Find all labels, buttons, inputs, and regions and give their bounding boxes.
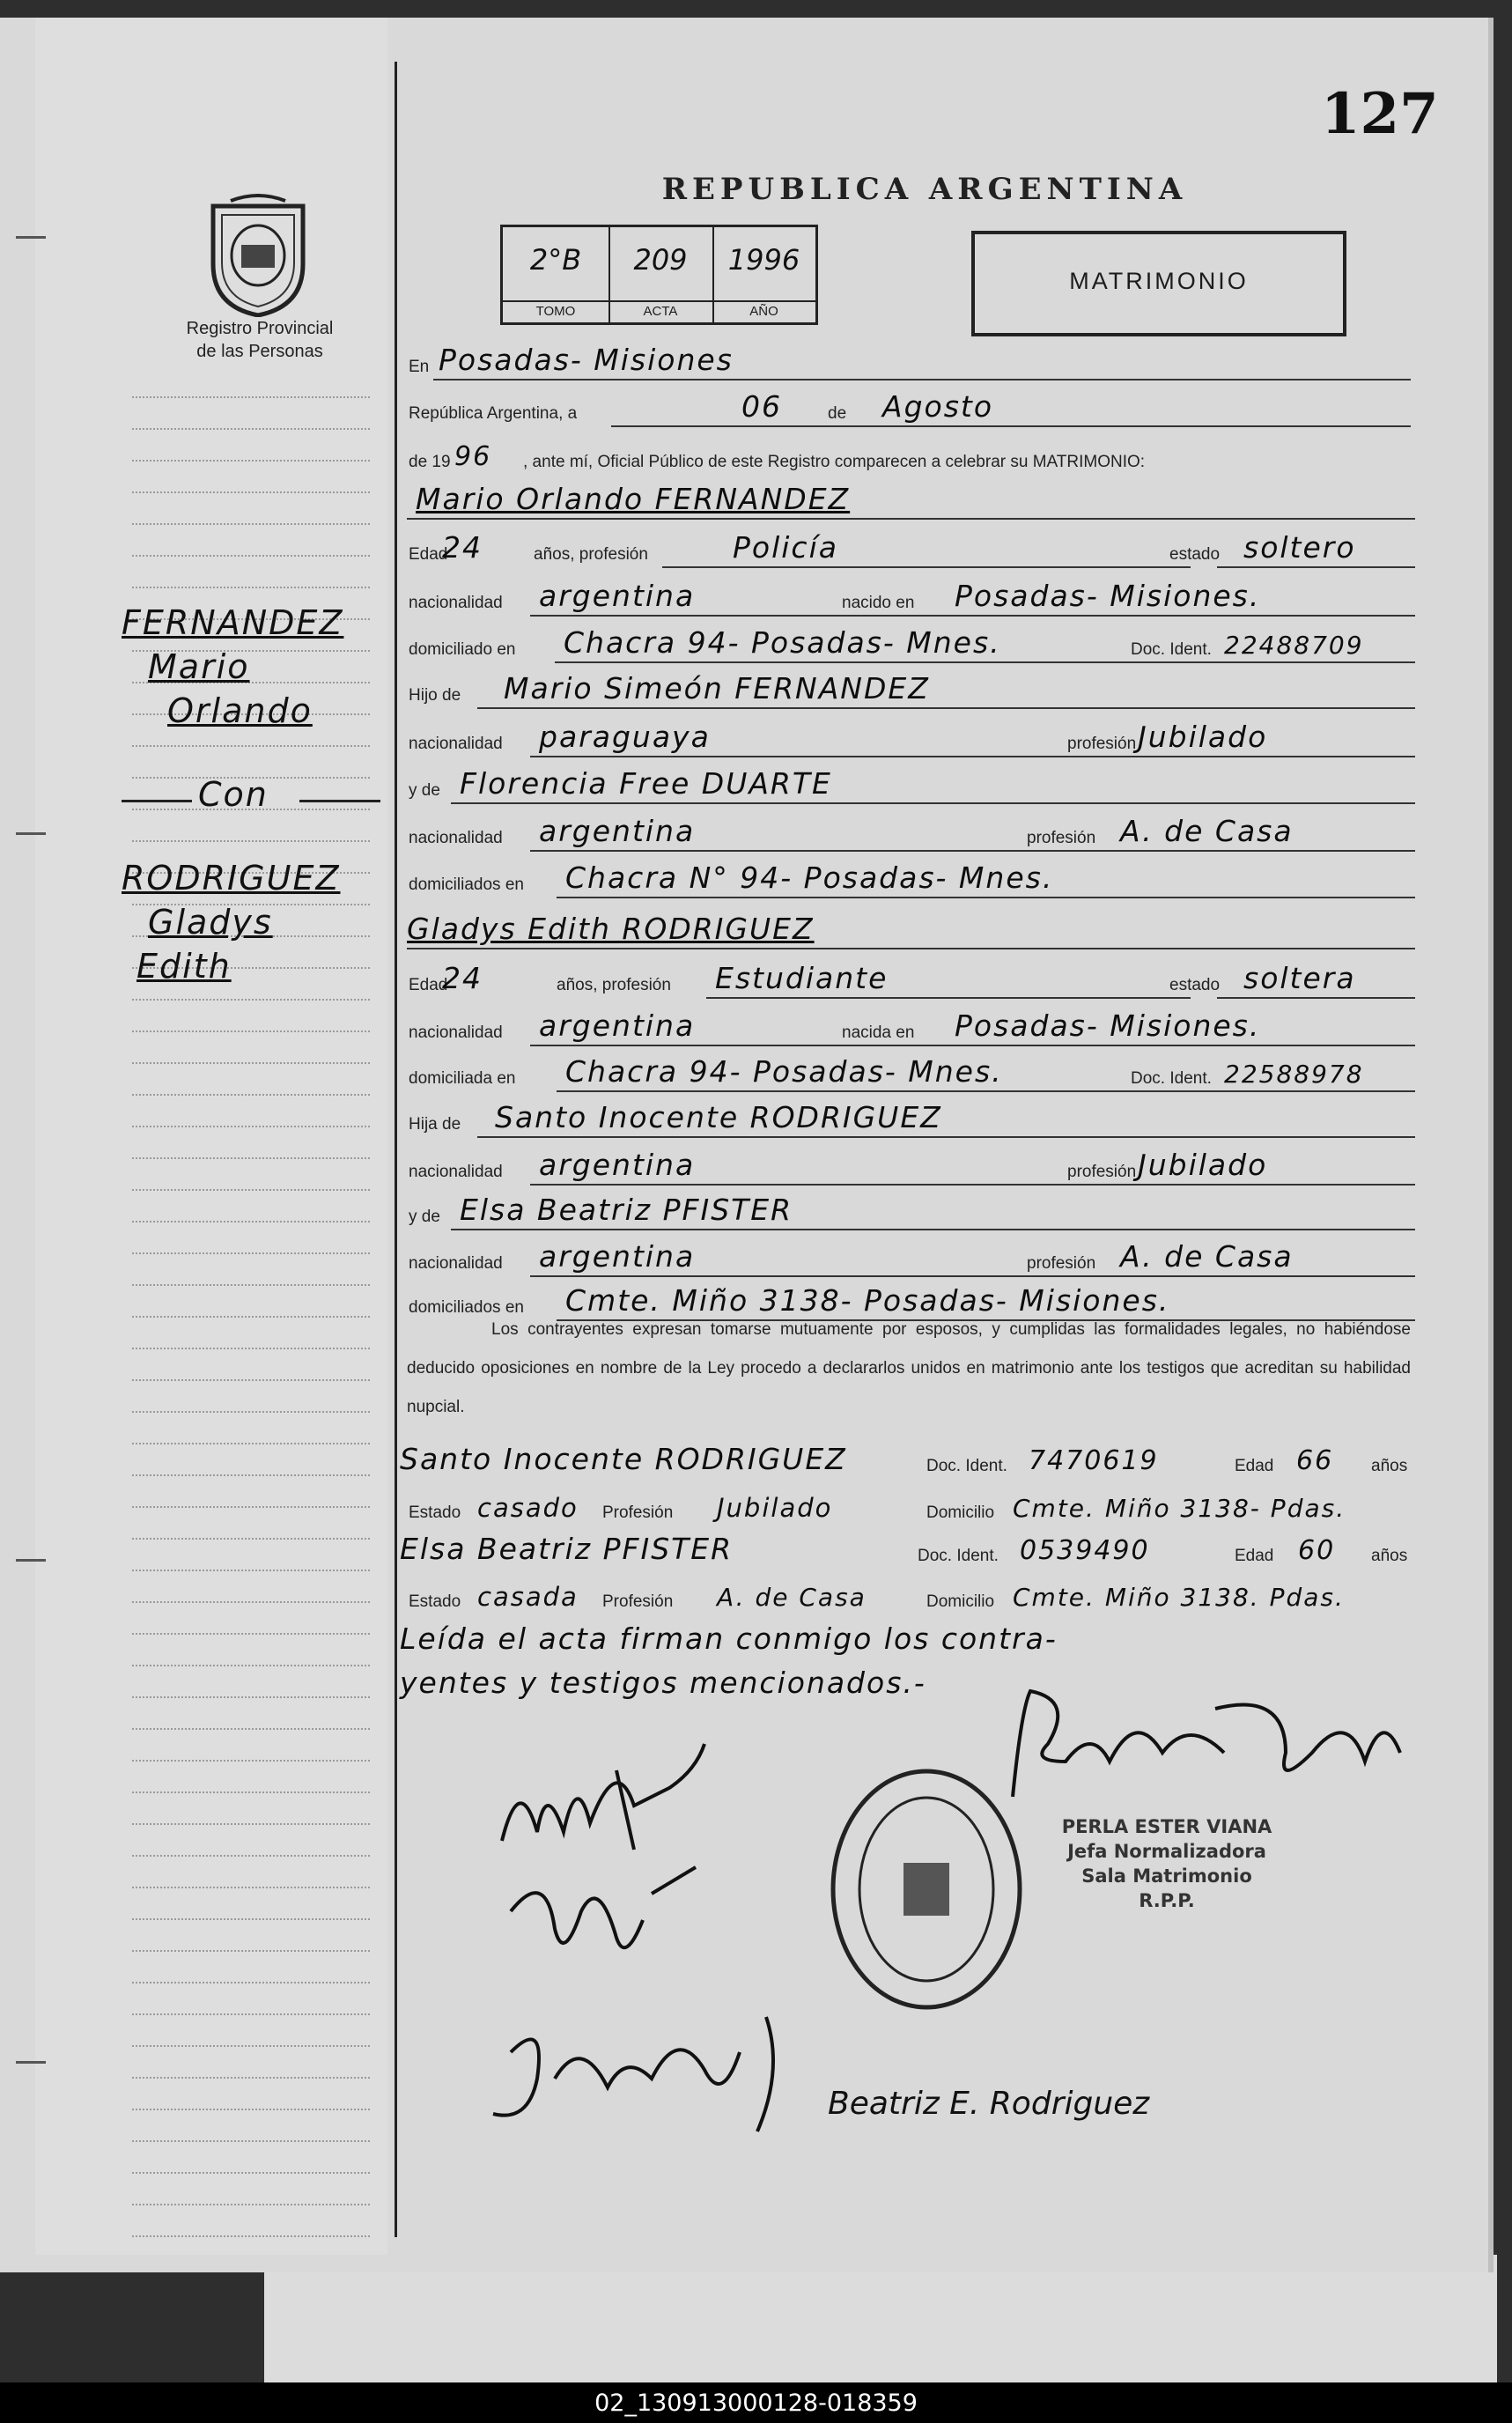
binder-hole	[16, 2061, 46, 2064]
row-witness2-b	[407, 1571, 1415, 1617]
margin-ruled-line	[132, 1126, 370, 1127]
margin-ruled-line	[132, 491, 370, 493]
margin-ruled-line	[132, 1062, 370, 1064]
label-domicilio: domiciliado en	[409, 640, 516, 659]
bride-nacionalidad: argentina	[539, 1008, 696, 1043]
margin-ruled-line	[132, 1887, 370, 1888]
groom-padre: Mario Simeón FERNANDEZ	[504, 671, 930, 705]
margin-surname-bride: RODRIGUEZ	[122, 859, 341, 898]
label-anos-profesion: años, profesión	[534, 545, 648, 564]
acta-value: 209	[633, 243, 688, 277]
row-bride-padre-nac	[407, 1141, 1415, 1187]
label-estado: estado	[1169, 545, 1221, 564]
record-number-box	[500, 225, 818, 325]
margin-ruled-line	[132, 460, 370, 462]
label-estado: Estado	[409, 1592, 461, 1611]
row-bride-edad	[407, 955, 1415, 1001]
groom-nacido: Posadas- Misiones.	[955, 579, 1261, 613]
margin-name-bride-1: Gladys	[148, 903, 273, 942]
tomo-value: 2°B	[529, 243, 582, 277]
margin-ruled-line	[132, 1157, 370, 1159]
page-number: 127	[1321, 81, 1439, 147]
witness1-name: Santo Inocente RODRIGUEZ	[400, 1442, 847, 1476]
row-bride-name	[407, 905, 1415, 951]
groom-doc: 22488709	[1224, 631, 1364, 660]
acta-label: ACTA	[608, 300, 712, 319]
binder-hole	[16, 1559, 46, 1562]
margin-dash	[122, 800, 192, 802]
witness1-estado: casado	[477, 1493, 579, 1523]
field-line	[1217, 566, 1415, 568]
margin-ruled-line	[132, 1918, 370, 1920]
groom-padres-domicilio: Chacra N° 94- Posadas- Mnes.	[565, 861, 1054, 895]
margin-con: Con	[198, 775, 269, 814]
margin-ruled-line	[132, 1221, 370, 1223]
acta-cell	[608, 227, 714, 322]
label-nacionalidad: nacionalidad	[409, 594, 503, 612]
margin-name-groom-2: Orlando	[167, 691, 313, 730]
label-en: En	[409, 358, 430, 376]
footer-bar	[0, 2382, 1512, 2423]
label-republica: República Argentina, a	[409, 404, 578, 423]
official-title-2: Sala Matrimonio	[1081, 1865, 1252, 1887]
bride-madre: Elsa Beatriz PFISTER	[460, 1193, 793, 1227]
label-doc: Doc. Ident.	[1131, 1069, 1212, 1088]
margin-ruled-line	[132, 2235, 370, 2237]
bride-padre: Santo Inocente RODRIGUEZ	[495, 1100, 942, 1134]
row-republica	[407, 383, 1415, 429]
label-profesion: Profesión	[602, 1503, 674, 1522]
bride-domicilio: Chacra 94- Posadas- Mnes.	[565, 1054, 1003, 1089]
groom-domicilio: Chacra 94- Posadas- Mnes.	[564, 625, 1001, 660]
margin-ruled-line	[132, 1855, 370, 1857]
label-profesion: profesión	[1027, 1254, 1096, 1273]
label-profesion: profesión	[1027, 829, 1096, 847]
official-stamp-block	[1022, 1814, 1312, 1913]
row-groom-padre-nac	[407, 713, 1415, 759]
label-profesion: Profesión	[602, 1592, 674, 1611]
document-page	[0, 18, 1488, 2272]
witness2-edad: 60	[1298, 1535, 1336, 1566]
binder-hole	[16, 236, 46, 239]
margin-ruled-line	[132, 2204, 370, 2205]
label-anos: años	[1371, 1547, 1408, 1565]
field-line	[530, 850, 1415, 852]
tomo-label: TOMO	[503, 300, 608, 319]
margin-ruled-line	[132, 1728, 370, 1730]
signature-groom-icon	[493, 1735, 722, 2026]
margin-ruled-line	[132, 1538, 370, 1540]
row-bride-nacionalidad	[407, 1002, 1415, 1048]
bride-profesion: Estudiante	[715, 961, 889, 995]
label-nacida: nacida en	[842, 1023, 915, 1042]
label-y-de: y de	[409, 1208, 440, 1226]
label-profesion: profesión	[1067, 735, 1137, 753]
margin-ruled-line	[132, 1760, 370, 1762]
field-line	[557, 1090, 1415, 1092]
groom-padre-nacionalidad: paraguaya	[539, 720, 711, 754]
field-line	[555, 661, 1415, 663]
field-line	[530, 756, 1415, 757]
field-line	[557, 897, 1415, 898]
margin-ruled-line	[132, 1443, 370, 1444]
label-anos-profesion: años, profesión	[557, 976, 671, 994]
margin-ruled-line	[132, 999, 370, 1001]
groom-madre: Florencia Free DUARTE	[460, 766, 832, 801]
margin-ruled-line	[132, 2077, 370, 2079]
label-edad: Edad	[1235, 1547, 1274, 1565]
label-doc: Doc. Ident.	[1131, 640, 1212, 659]
margin-ruled-line	[132, 1252, 370, 1254]
groom-estado: soltero	[1243, 530, 1356, 565]
groom-madre-nacionalidad: argentina	[539, 814, 696, 848]
margin-ruled-line	[132, 1633, 370, 1635]
row-en	[407, 336, 1415, 382]
bride-padres-domicilio: Cmte. Miño 3138- Posadas- Misiones.	[565, 1283, 1170, 1318]
margin-ruled-line	[132, 1601, 370, 1603]
groom-nacionalidad: argentina	[539, 579, 696, 613]
margin-name-groom-1: Mario	[148, 647, 250, 686]
label-domiciliados: domiciliados en	[409, 1298, 524, 1317]
field-line	[662, 566, 1191, 568]
label-edad: Edad	[409, 976, 448, 994]
margin-ruled-line	[132, 1284, 370, 1286]
bride-edad: 24	[442, 961, 483, 995]
value-en: Posadas- Misiones	[439, 343, 734, 377]
bride-nacida: Posadas- Misiones.	[955, 1008, 1261, 1043]
bride-madre-profesion: A. de Casa	[1120, 1239, 1294, 1274]
margin-ruled-line	[132, 523, 370, 525]
margin-ruled-line	[132, 1506, 370, 1508]
row-groom-padre	[407, 665, 1415, 711]
field-line	[477, 707, 1415, 709]
margin-ruled-line	[132, 1474, 370, 1476]
margin-ruled-line	[132, 1031, 370, 1032]
bride-estado: soltera	[1243, 961, 1356, 995]
label-estado: estado	[1169, 976, 1221, 994]
row-groom-edad	[407, 524, 1415, 570]
row-bride-madre	[407, 1186, 1415, 1232]
bride-doc: 22588978	[1224, 1060, 1364, 1089]
label-domiciliados: domiciliados en	[409, 875, 524, 894]
label-hijo: Hijo de	[409, 686, 461, 705]
label-anos: años	[1371, 1457, 1408, 1475]
row-groom-domicilio	[407, 619, 1415, 665]
field-line	[451, 1229, 1415, 1230]
margin-ruled-line	[132, 428, 370, 430]
ano-label: AÑO	[712, 300, 815, 319]
label-nacionalidad: nacionalidad	[409, 1254, 503, 1273]
witness2-doc: 0539490	[1020, 1535, 1150, 1566]
label-doc: Doc. Ident.	[918, 1547, 999, 1565]
label-de-19: de 19	[409, 453, 451, 471]
row-groom-madre	[407, 760, 1415, 806]
groom-name: Mario Orlando FERNANDEZ	[416, 482, 851, 516]
margin-ruled-line	[132, 1982, 370, 1983]
label-domicilio: Domicilio	[926, 1592, 995, 1611]
legal-paragraph: Los contrayentes expresan tomarse mutuamente por esposos, y cumplidas las formalidades legales, no habiéndose deducido oposiciones en nombre de la Ley procedo a declararlos unidos en matrimonio ante los testigos que acreditan su habilidad nupcial.	[407, 1320, 1411, 1416]
row-groom-padres-dom	[407, 854, 1415, 900]
provincial-seal-icon	[204, 194, 312, 317]
row-witness2	[400, 1525, 1415, 1571]
bride-padre-profesion: Jubilado	[1138, 1148, 1268, 1182]
registro-line1: Registro Provincial	[186, 319, 334, 338]
witness2-name: Elsa Beatriz PFISTER	[400, 1532, 734, 1566]
signature-bride-text: Beatriz E. Rodriguez	[828, 2086, 1150, 2122]
margin-ruled-line	[132, 1665, 370, 1666]
value-day: 06	[741, 389, 782, 424]
margin-ruled-line	[132, 2109, 370, 2110]
witness2-estado: casada	[477, 1582, 579, 1612]
field-line	[530, 1045, 1415, 1046]
label-domicilio: Domicilio	[926, 1503, 995, 1522]
field-line	[407, 948, 1415, 949]
row-intro	[407, 432, 1415, 477]
label-edad: Edad	[1235, 1457, 1274, 1475]
image-id-label: 02_130913000128-018359	[594, 2390, 918, 2417]
label-doc: Doc. Ident.	[926, 1457, 1007, 1475]
witness2-profesion: A. de Casa	[717, 1583, 867, 1612]
margin-surname-groom: FERNANDEZ	[122, 603, 344, 642]
margin-divider	[395, 62, 397, 2237]
registro-label	[141, 317, 379, 363]
row-bride-padre	[407, 1094, 1415, 1140]
row-witness1-b	[407, 1482, 1415, 1528]
field-line	[451, 802, 1415, 804]
field-line	[1217, 997, 1415, 999]
underlying-sheet	[264, 2255, 1497, 2387]
registro-line2: de las Personas	[196, 342, 323, 361]
groom-edad: 24	[442, 530, 483, 565]
margin-ruled-line	[132, 2013, 370, 2015]
margin-ruled-line	[132, 1696, 370, 1698]
official-title-3: R.P.P.	[1139, 1890, 1195, 1911]
field-line	[611, 425, 1411, 427]
margin-ruled-line	[132, 1379, 370, 1381]
closing-line-2: yentes y testigos mencionados.-	[400, 1666, 926, 1700]
margin-ruled-line	[132, 2172, 370, 2174]
witness1-profesion: Jubilado	[717, 1493, 833, 1523]
margin-dash	[299, 800, 380, 802]
margin-ruled-line	[132, 1189, 370, 1191]
groom-madre-profesion: A. de Casa	[1120, 814, 1294, 848]
margin-ruled-line	[132, 1570, 370, 1571]
row-groom-nacionalidad	[407, 573, 1415, 618]
ano-value: 1996	[727, 243, 800, 277]
witness1-domicilio: Cmte. Miño 3138- Pdas.	[1013, 1494, 1346, 1523]
bride-padre-nacionalidad: argentina	[539, 1148, 696, 1182]
groom-profesion: Policía	[733, 530, 838, 565]
margin-ruled-line	[132, 1950, 370, 1952]
margin-ruled-line	[132, 2140, 370, 2142]
value-month: Agosto	[882, 389, 994, 424]
label-nacionalidad: nacionalidad	[409, 1023, 503, 1042]
margin-ruled-line	[132, 840, 370, 842]
label-domicilio: domiciliada en	[409, 1069, 516, 1088]
label-edad: Edad	[409, 545, 448, 564]
margin-ruled-line	[132, 555, 370, 557]
row-groom-name	[407, 476, 1415, 521]
label-de: de	[828, 404, 847, 423]
margin-ruled-line	[132, 1316, 370, 1318]
row-bride-madre-nac	[407, 1233, 1415, 1279]
tomo-cell	[503, 227, 610, 322]
label-nacionalidad: nacionalidad	[409, 735, 503, 753]
label-estado: Estado	[409, 1503, 461, 1522]
margin-ruled-line	[132, 1411, 370, 1413]
field-line	[706, 997, 1191, 999]
margin-name-bride-2: Edith	[136, 947, 232, 986]
bride-madre-nacionalidad: argentina	[539, 1239, 696, 1274]
margin-ruled-line	[132, 1823, 370, 1825]
bride-name: Gladys Edith RODRIGUEZ	[407, 912, 815, 946]
margin-ruled-line	[132, 1791, 370, 1793]
value-year: 96	[454, 441, 492, 472]
witness1-edad: 66	[1296, 1445, 1334, 1476]
field-line	[530, 1184, 1415, 1186]
row-groom-madre-nac	[407, 808, 1415, 853]
margin-ruled-line	[132, 2045, 370, 2047]
signature-official-icon	[995, 1673, 1418, 1814]
country-heading: REPUBLICA ARGENTINA	[661, 172, 1188, 207]
label-nacionalidad: nacionalidad	[409, 1163, 503, 1181]
witness1-doc: 7470619	[1029, 1445, 1159, 1476]
groom-padre-profesion: Jubilado	[1138, 720, 1268, 754]
label-hija: Hija de	[409, 1115, 461, 1134]
label-nacido: nacido en	[842, 594, 915, 612]
label-y-de: y de	[409, 781, 440, 800]
field-line	[530, 615, 1415, 617]
official-title-1: Jefa Normalizadora	[1067, 1841, 1266, 1862]
label-profesion: profesión	[1067, 1163, 1137, 1181]
binder-hole	[16, 832, 46, 835]
margin-ruled-line	[132, 1094, 370, 1096]
label-intro: , ante mí, Oficial Público de este Registro comparecen a celebrar su MATRIMONIO:	[523, 453, 1146, 471]
margin-ruled-line	[132, 745, 370, 747]
field-line	[407, 518, 1415, 520]
signature-witness-icon	[476, 1999, 845, 2140]
row-closing-1	[400, 1615, 1415, 1661]
ano-cell	[712, 227, 815, 322]
matrimonio-box	[971, 231, 1346, 336]
label-nacionalidad: nacionalidad	[409, 829, 503, 847]
closing-line-1: Leída el acta firman conmigo los contra-	[400, 1621, 1058, 1656]
official-stamp-icon	[828, 1766, 1026, 2013]
field-line	[433, 379, 1411, 380]
row-bride-domicilio	[407, 1048, 1415, 1094]
witness2-domicilio: Cmte. Miño 3138. Pdas.	[1013, 1583, 1345, 1612]
row-witness1	[400, 1436, 1415, 1481]
official-name: PERLA ESTER VIANA	[1061, 1816, 1272, 1837]
matrimonio-label: MATRIMONIO	[1069, 268, 1249, 294]
margin-ruled-line	[132, 396, 370, 398]
margin-ruled-line	[132, 1348, 370, 1349]
margin-ruled-line	[132, 587, 370, 588]
field-line	[477, 1136, 1415, 1138]
